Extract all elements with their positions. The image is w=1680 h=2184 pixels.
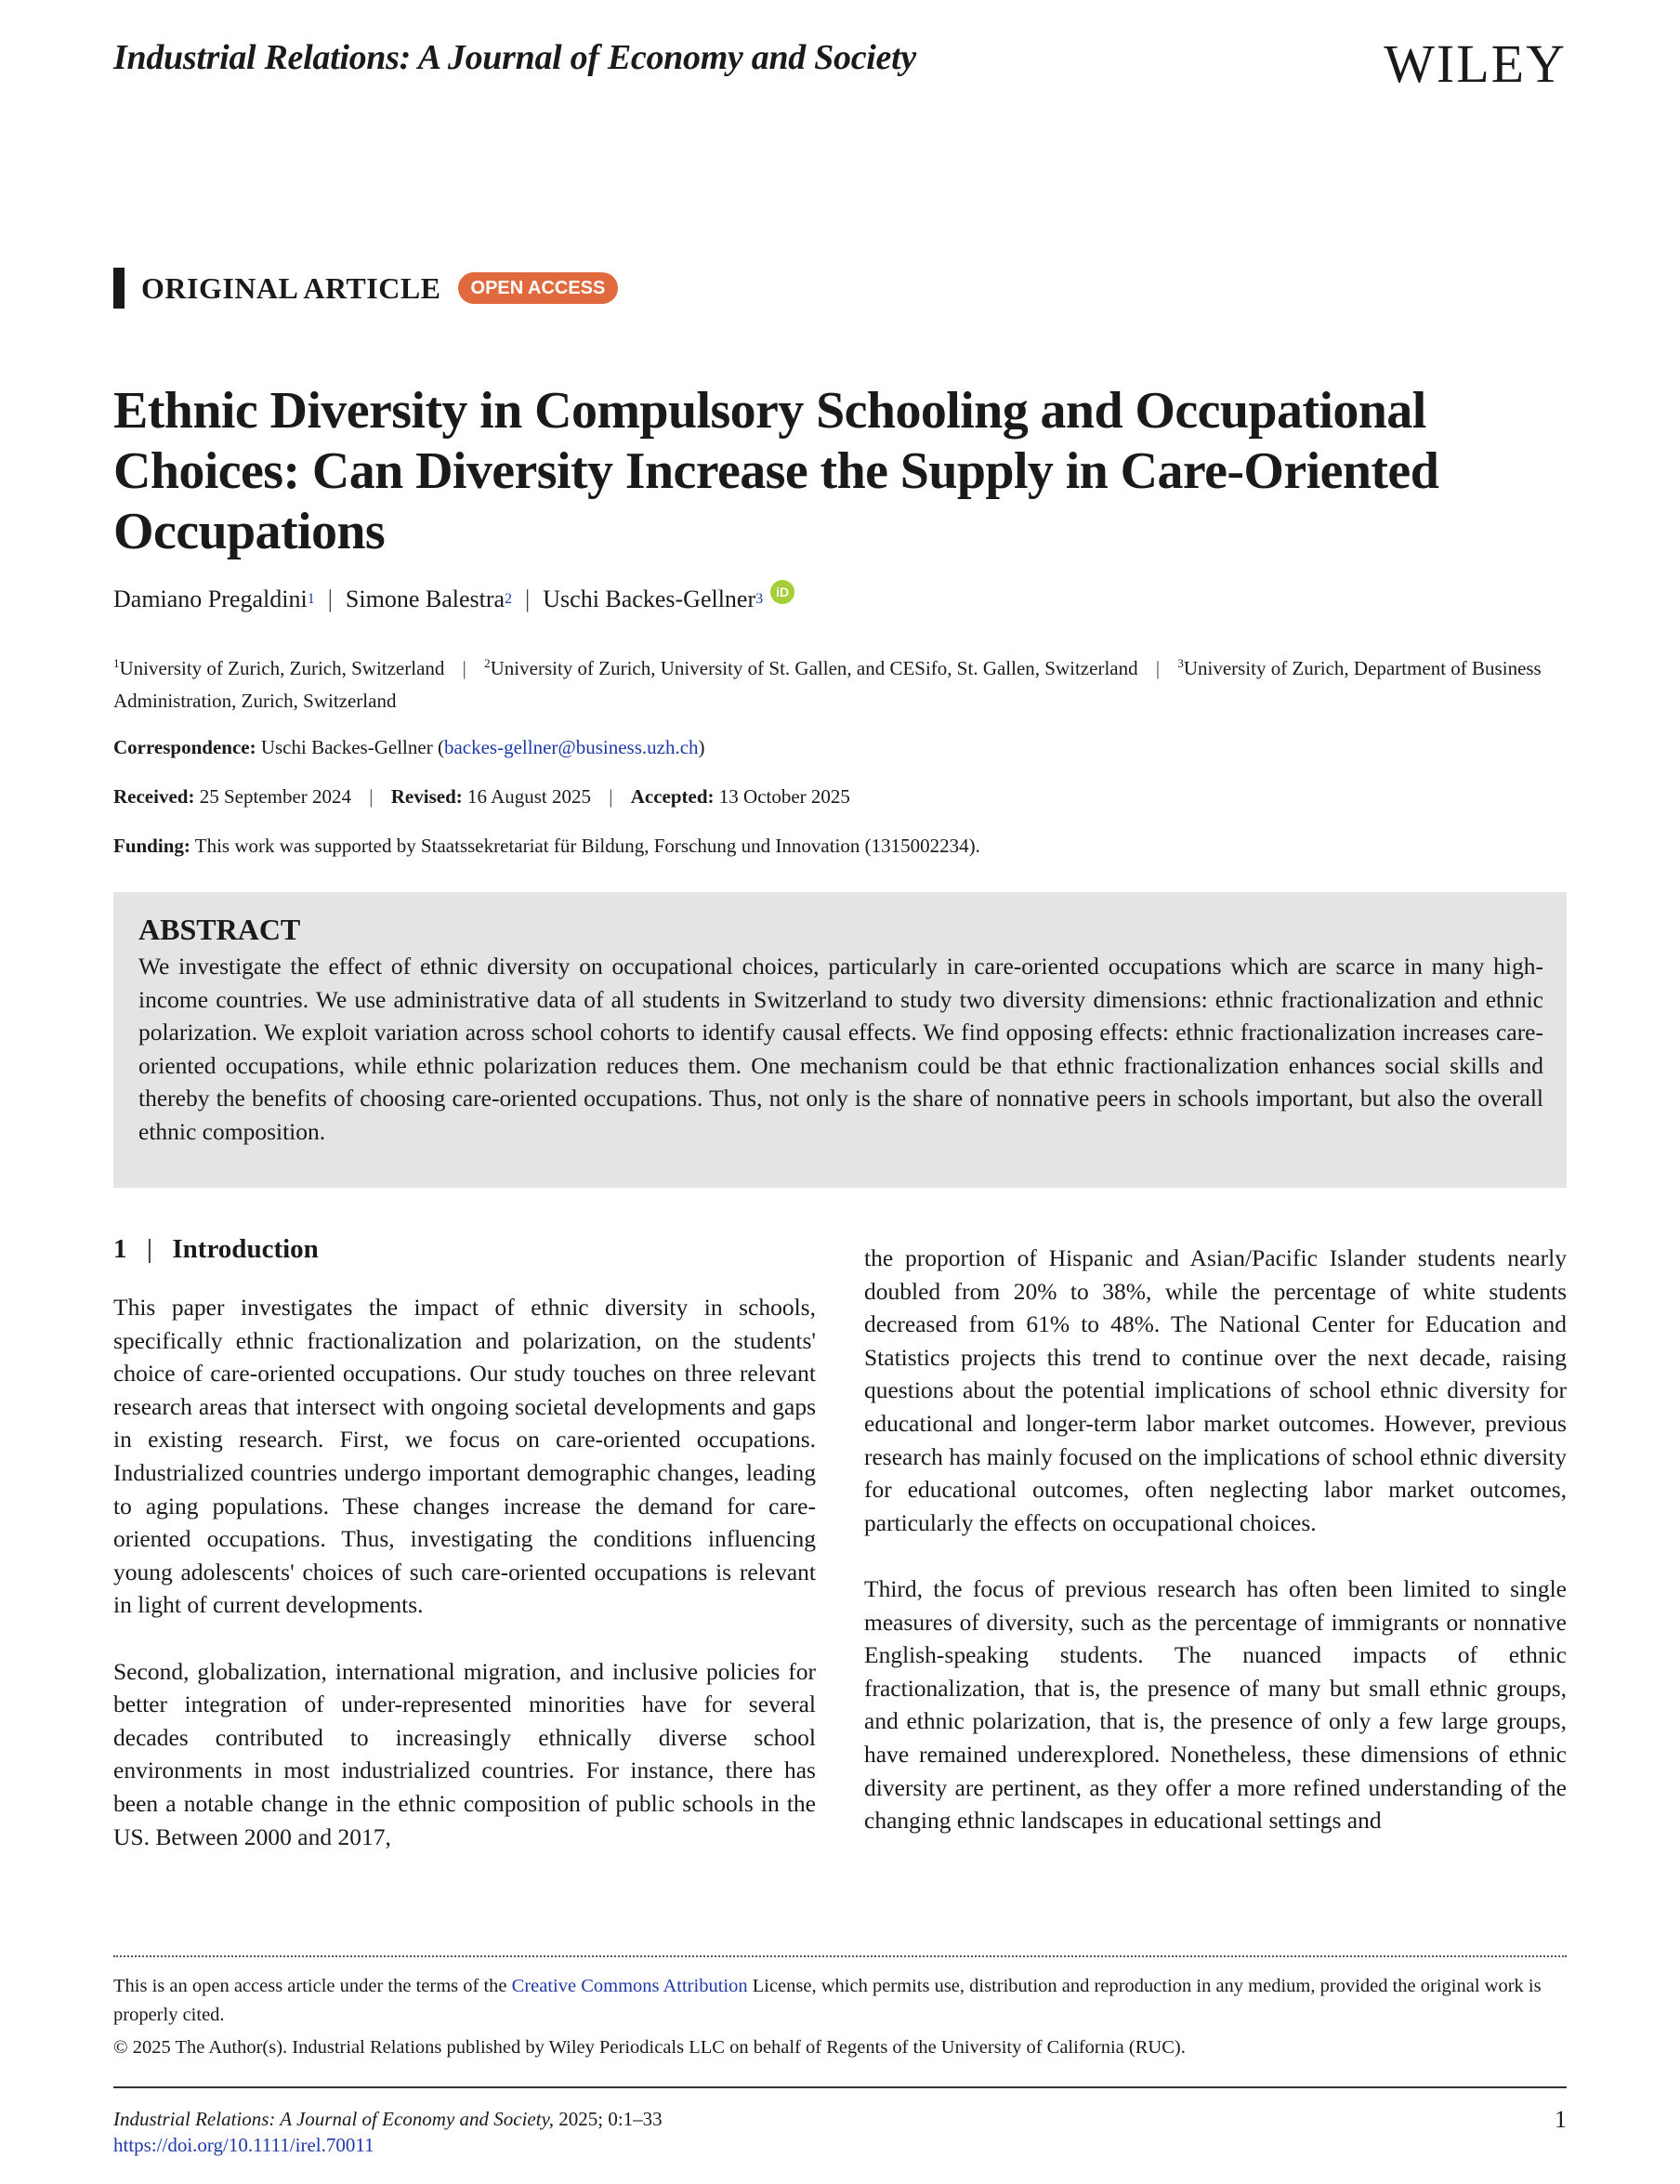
section-heading	[113, 1234, 319, 1265]
correspondence-label: Correspondence:	[113, 736, 256, 758]
body-paragraph: Second, globalization, international migration, and inclusive policies for better integration of under-represented minorities have for several decades contributed to increasingly ethnically diverse school environments in most industrialized countries. For instance, there has been a notable change in the ethnic composition of public schools in the US. Between 2000 and 2017,	[113, 1657, 816, 1850]
correspondence-name: Uschi Backes-Gellner	[260, 736, 433, 758]
footer-citation-details: 2025; 0:1–33	[554, 2108, 663, 2130]
article-type-row	[113, 268, 618, 309]
abstract-text: We investigate the effect of ethnic diversity on occupational choices, particularly in care-oriented occupations which are scarce in many high-income countries. We use administrative data of all students in Switzerland to study two diversity dimensions: ethnic fractionalization and ethnic polarization. We exploit variation across school cohorts to identify causal effects. We find opposing effects: ethnic fractionalization increases care-oriented occupations, while ethnic polarization reduces them. One mechanism could be that ethnic fractionalization enhances social skills and thereby the benefits of choosing care-oriented occupations. Thus, not only is the share of nonnative peers in schools important, but also the overall ethnic composition.	[138, 953, 1543, 1145]
date-separator: |	[369, 785, 374, 808]
footer-divider	[113, 2086, 1567, 2088]
correspondence-email-link[interactable]: backes-gellner@business.uzh.ch	[443, 736, 699, 758]
wiley-logo: WILEY	[1384, 33, 1567, 94]
author-separator: |	[525, 585, 531, 612]
affil-separator: |	[1155, 657, 1161, 679]
affil-sup: 3	[1177, 656, 1184, 670]
accepted-date: 13 October 2025	[718, 785, 850, 808]
section-number: 1	[113, 1234, 127, 1264]
author-separator: |	[327, 585, 333, 612]
funding	[113, 835, 980, 858]
abstract-heading: ABSTRACT	[138, 913, 301, 946]
body-paragraph: the proportion of Hispanic and Asian/Pacific Islander students nearly doubled from 20% to 38%, while the percentage of white students decreased from 61% to 48%. The National Center for Education and Statistics projects this trend to continue over the next decade, raising questions about the potential implications of school ethnic diversity for educational and longer-term labor market outcomes. However, previous research has mainly focused on the implications of school ethnic diversity for educational outcomes, often neglecting labor market outcomes, particularly the effects on occupational choices.	[864, 1244, 1567, 1536]
license-divider	[113, 1955, 1567, 1957]
correspondence: Correspondence: Uschi Backes-Gellner (backes-gellner@business.uzh.ch)	[113, 736, 705, 758]
received-label: Received:	[113, 785, 195, 808]
affiliation: University of Zurich, Zurich, Switzerland	[119, 657, 445, 679]
footer-journal-name: Industrial Relations: A Journal of Economy and Society,	[113, 2108, 554, 2130]
funding-label: Funding:	[113, 835, 190, 857]
open-access-badge: OPEN ACCESS	[458, 272, 619, 304]
affiliation: University of Zurich, Department of Business Administration, Zurich, Switzerland	[113, 657, 1542, 712]
body-paragraph: Third, the focus of previous research has often been limited to single measures of diversity, such as the percentage of immigrants or nonnative English-speaking students. The nuanced impacts of ethnic fractionalization, that is, the presence of many but small ethnic groups, and ethnic polarization, that is, the presence of only a few large groups, have remained underexplored. Nonetheless, these dimensions of ethnic diversity are pertinent, as they offer a more refined understanding of the changing ethnic landscapes in educational settings and	[864, 1574, 1567, 1835]
received-date: 25 September 2024	[199, 785, 352, 808]
affil-sup: 1	[113, 656, 120, 670]
affil-sup: 2	[484, 656, 491, 670]
revised-label: Revised:	[390, 785, 463, 808]
funding-text: This work was supported by Staatssekretariat für Bildung, Forschung und Innovation (1315002234).	[194, 835, 980, 857]
orcid-icon[interactable]: iD	[770, 580, 794, 604]
license-prefix: This is an open access article under the terms of the	[113, 1976, 512, 1996]
cc-license-link[interactable]: Creative Commons Attribution	[511, 1976, 748, 1996]
abstract-box	[113, 892, 1567, 1188]
author-list: Damiano Pregaldini 1 | Simone Balestra 2 | Uschi Backes-Gellner 3 iD	[113, 585, 794, 613]
license-notice	[113, 1972, 1567, 2062]
footer-citation	[113, 2108, 663, 2131]
section-title: Introduction	[172, 1234, 319, 1264]
article-title: Ethnic Diversity in Compulsory Schooling and Occupational Choices: Can Diversity Increase the Supply in Care-Oriented Occupations	[113, 382, 1439, 560]
author-name: Damiano Pregaldini	[113, 585, 308, 612]
page-number: 1	[1555, 2106, 1567, 2133]
revised-date: 16 August 2025	[467, 785, 592, 808]
body-column-left	[113, 1291, 816, 1887]
affil-separator: |	[462, 657, 466, 679]
author-name: Uschi Backes-Gellner	[543, 585, 756, 612]
section-separator: |	[146, 1234, 153, 1264]
affiliations	[113, 647, 1582, 717]
article-type: ORIGINAL ARTICLE	[141, 270, 441, 305]
license-text	[113, 1972, 1567, 2030]
license-suffix: License, which permits use, distribution and reproduction in any medium, provided the original work is properly cited.	[113, 1976, 1542, 2025]
accepted-label: Accepted:	[630, 785, 715, 808]
article-dates	[113, 785, 850, 809]
journal-header: Industrial Relations: A Journal of Economy and Society	[113, 38, 916, 77]
date-separator: |	[609, 785, 613, 808]
affiliation: University of Zurich, University of St. Gallen, and CESifo, St. Gallen, Switzerland	[490, 657, 1138, 679]
author-name: Simone Balestra	[345, 585, 505, 612]
article-type-bar	[113, 268, 125, 309]
body-column-right	[864, 1242, 1567, 1870]
body-paragraph: This paper investigates the impact of ethnic diversity in schools, specifically ethnic fractionalization and polarization, on the students' choice of care-oriented occupations. Our study touches on three relevant research areas that intersect with ongoing societal developments and gaps in existing research. First, we focus on care-oriented occupations. Industrialized countries undergo important demographic changes, leading to aging populations. These changes increase the demand for care-oriented occupations. Thus, investigating the conditions influencing young adolescents' choices of such care-oriented occupations is relevant in light of current developments.	[113, 1294, 816, 1619]
copyright-text: © 2025 The Author(s). Industrial Relations published by Wiley Periodicals LLC on behalf of Regents of the University of California (RUC).	[113, 2037, 1186, 2058]
doi-link[interactable]: https://doi.org/10.1111/irel.70011	[113, 2134, 374, 2156]
